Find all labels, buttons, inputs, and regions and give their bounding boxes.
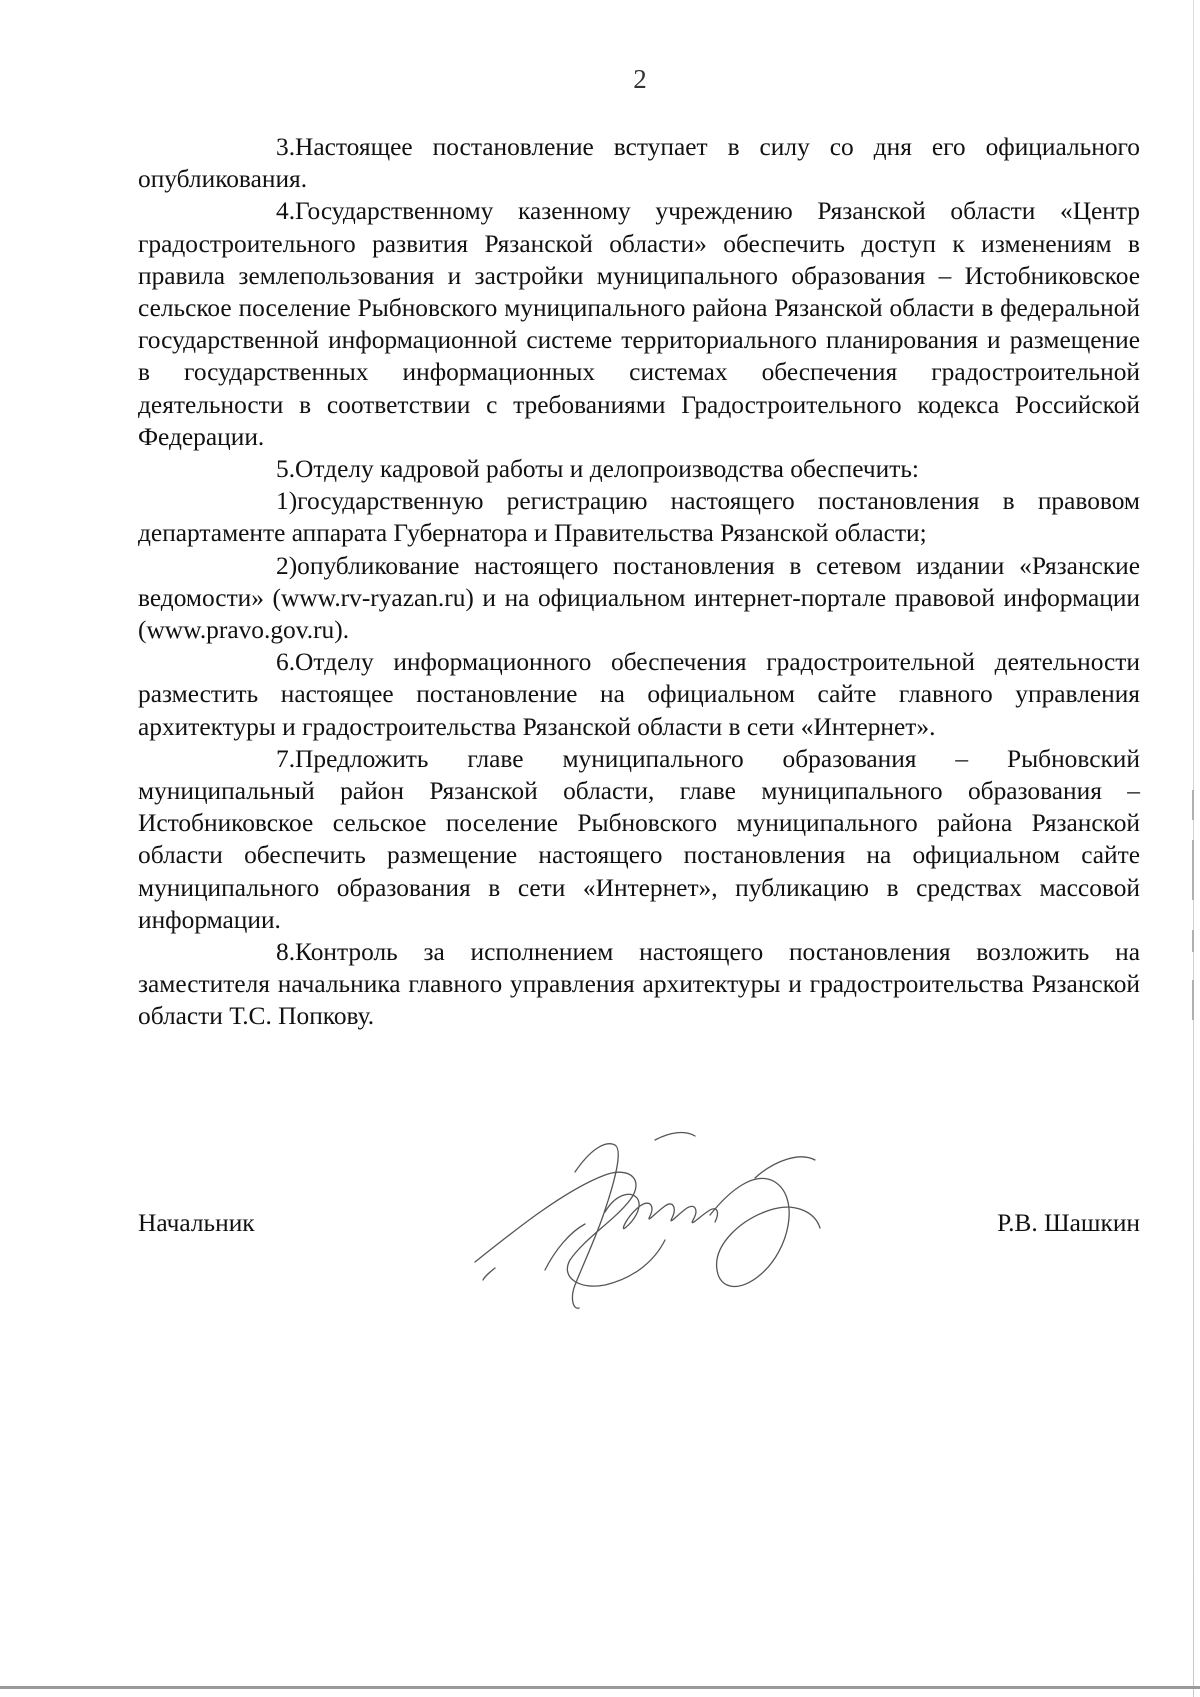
page-edge-bottom [0,1686,1200,1689]
paragraph-number: 7. [276,744,296,773]
handwritten-signature-icon [455,1120,855,1320]
paragraph-text: Контроль за исполнением настоящего постановления возложить на заместителя начальника главного управления архитектуры и градостроительства Рязанской области Т.С. Попкову. [138,938,1140,1031]
paragraph-number: 8. [276,938,296,967]
paragraph-number: 4. [276,197,296,226]
paragraph-text: Государственному казенному учреждению Рязанской области «Центр градостроительного развития Рязанской области» обеспечить доступ к изменениям в правила землепользования и застройки муниципального образования – Истобниковское сельское поселение Рыбновского муниципального района Рязанской области в федеральной государственной информационной системе территориального планирования и размещение в государственных информационных системах обеспечения градостроительной деятельности в соответствии с требованиями Градостроительного кодекса Российской Федерации. [138,197,1140,451]
paragraph-7 [138,743,1140,936]
paragraph-number: 1) [276,487,298,516]
page-number: 2 [633,64,647,94]
paragraph-5 [138,453,1140,485]
edge-mark [1192,980,1194,1020]
paragraph-number: 3. [276,133,296,161]
paragraph-text: Настоящее постановление вступает в силу со дня его официального опубликования. [138,133,1140,194]
paragraph-4 [138,195,1140,453]
paragraph-text: Предложить главе муниципального образования – Рыбновский муниципальный район Рязанской области, главе муниципального образования – Истобниковское сельское поселение Рыбновского муниципального района Рязанской области обеспечить размещение настоящего постановления на официальном сайте муниципального образования в сети «Интернет», публикацию в средствах массовой информации. [138,744,1140,934]
edge-mark [1192,840,1194,900]
paragraph-8 [138,936,1140,1033]
document-body [138,131,1140,1033]
paragraph-number: 6. [276,648,296,677]
paragraph-text: Отделу информационного обеспечения градостроительной деятельности разместить настоящее постановление на официальном сайте главного управления архитектуры и градостроительства Рязанской области в сети «Интернет». [138,648,1140,741]
paragraph-3 [138,131,1140,195]
paragraph-text: опубликование настоящего постановления в сетевом издании «Рязанские ведомости» (www.rv-ryazan.ru) и на официальном интернет-портале правовой информации (www.pravo.gov.ru). [138,551,1140,645]
edge-mark [1192,930,1194,952]
paragraph-number: 5. [276,455,296,484]
subparagraph-2 [138,550,1140,647]
signatory-title: Начальник [138,1209,255,1237]
paragraph-text: государственную регистрацию настоящего постановления в правовом департаменте аппарата Губернатора и Правительства Рязанской области; [138,487,1140,548]
signatory-name: Р.В. Шашкин [997,1209,1140,1237]
subparagraph-1 [138,485,1140,549]
edge-mark [1192,790,1194,820]
paragraph-text: Отделу кадровой работы и делопроизводства обеспечить: [295,455,919,484]
paragraph-number: 2) [276,551,298,580]
paragraph-6 [138,646,1140,743]
